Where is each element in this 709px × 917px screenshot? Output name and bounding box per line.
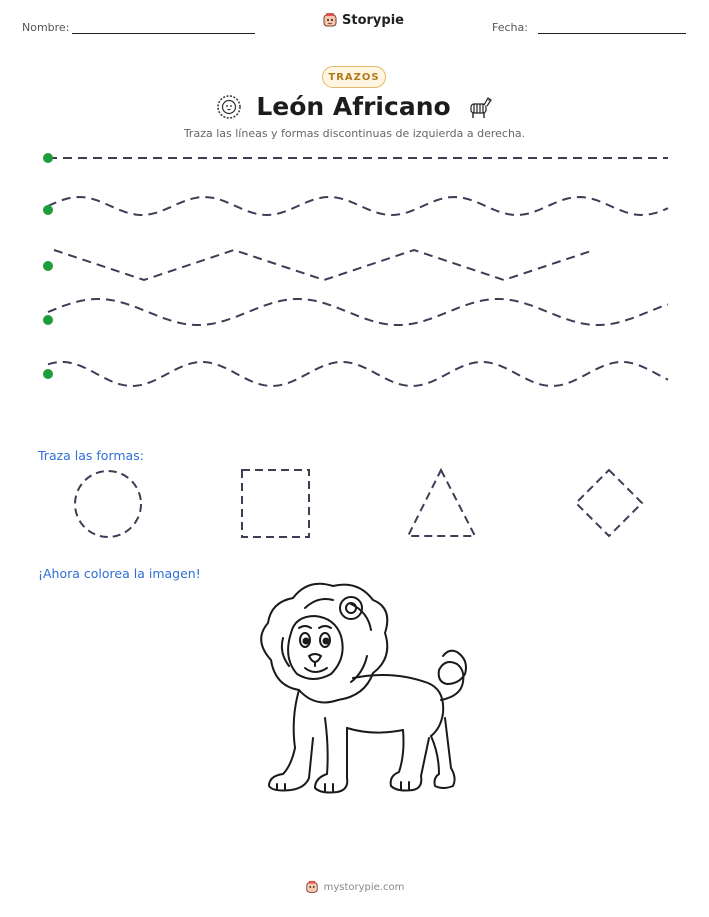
start-dot	[43, 153, 53, 163]
start-dot	[43, 369, 53, 379]
trace-triangle[interactable]	[408, 470, 475, 536]
category-badge: TRAZOS	[322, 66, 386, 88]
tracing-lines	[0, 0, 709, 440]
instructions: Traza las líneas y formas discontinuas de izquierda a derecha.	[183, 127, 526, 140]
start-dot	[43, 315, 53, 325]
coloring-label: ¡Ahora colorea la imagen!	[38, 566, 201, 581]
name-label: Nombre:	[22, 21, 70, 34]
trace-line-wave[interactable]	[48, 197, 668, 215]
storypie-mascot-icon	[305, 880, 319, 894]
start-dot	[43, 261, 53, 271]
page-title: León Africano	[256, 92, 451, 121]
start-dot	[43, 205, 53, 215]
trace-diamond[interactable]	[576, 470, 642, 536]
trace-line-wave[interactable]	[48, 299, 668, 325]
brand-name: Storypie	[342, 12, 404, 28]
trace-square[interactable]	[242, 470, 309, 537]
date-label: Fecha:	[492, 21, 528, 34]
trace-line-zigzag[interactable]	[54, 250, 594, 280]
trace-circle[interactable]	[75, 471, 141, 537]
shapes-label: Traza las formas:	[38, 448, 144, 463]
footer-url[interactable]: mystorypie.com	[323, 881, 405, 893]
tracing-shapes	[0, 462, 709, 552]
footer	[0, 880, 709, 894]
lion-coloring-image[interactable]	[233, 578, 473, 803]
trace-line-wave[interactable]	[48, 362, 668, 386]
